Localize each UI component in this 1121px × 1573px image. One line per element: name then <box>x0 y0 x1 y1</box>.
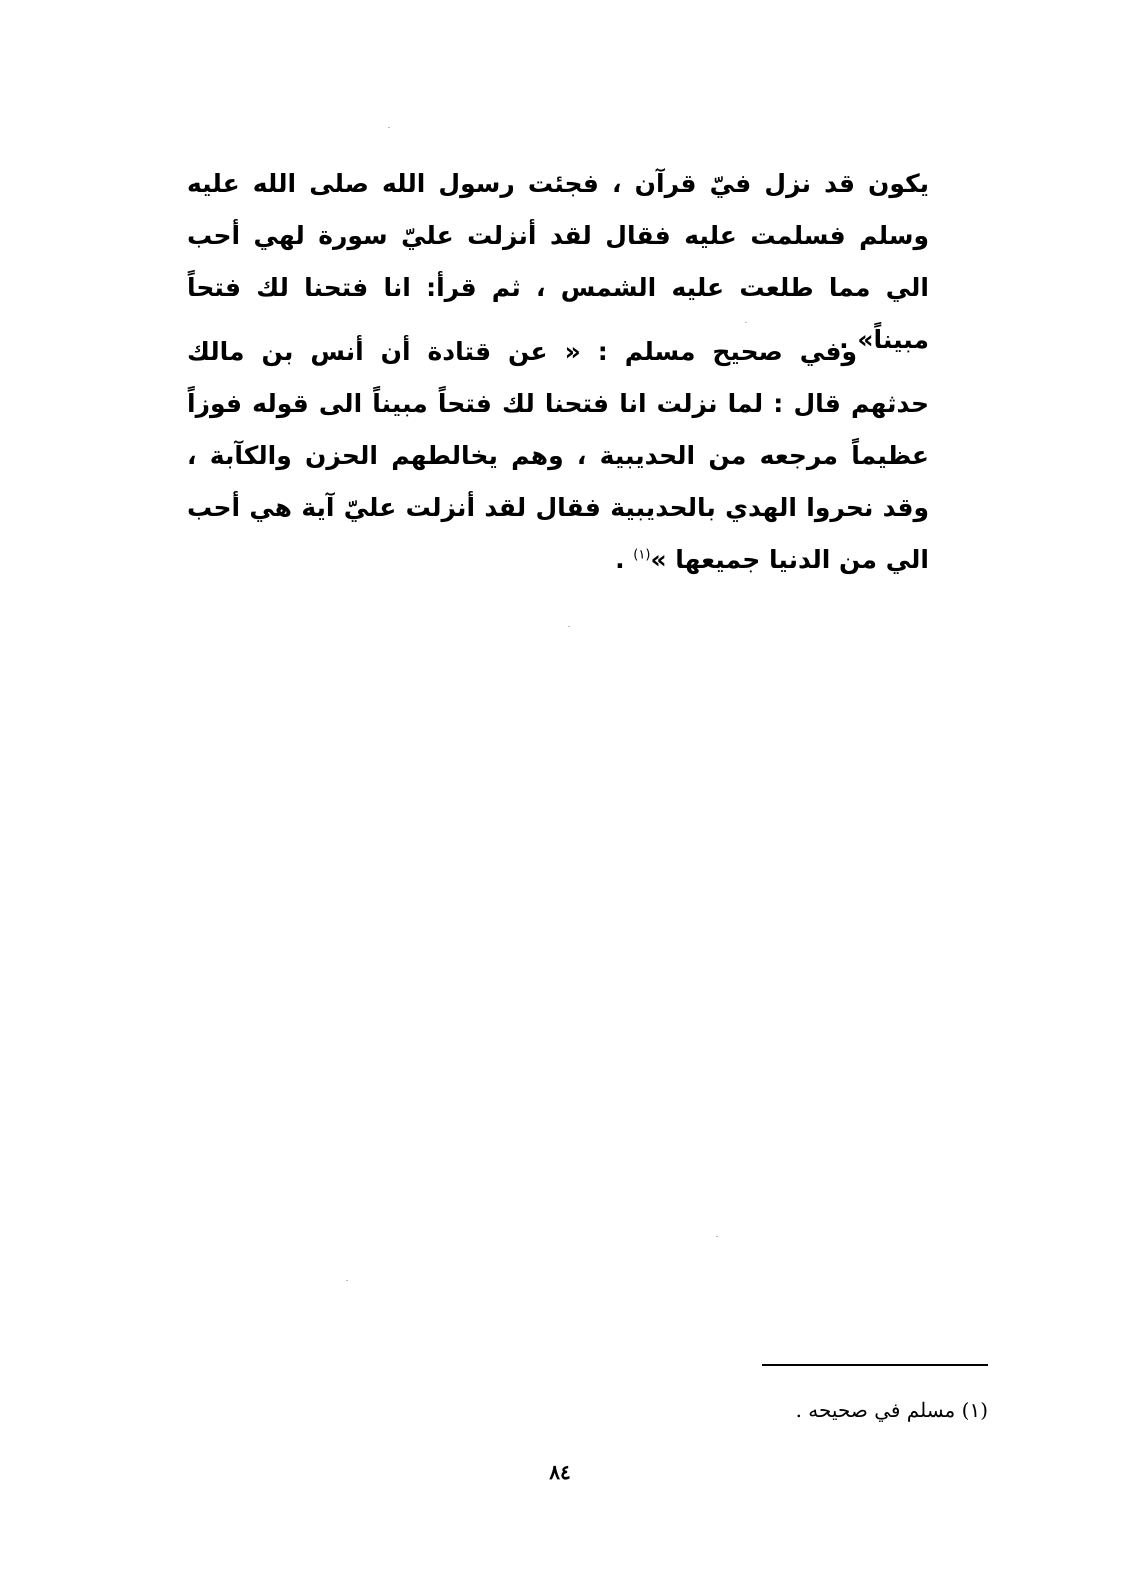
paragraph-1-text: يكون قد نزل فيّ قرآن ، فجئت رسول الله صلى الله عليه وسلم فسلمت عليه فقال لقد أنزلت عليّ سورة لهي أحب الي مما طلعت عليه الشمس ، ثم قرأ: انا فتحنا لك فتحاً مبيناً» . <box>187 169 929 354</box>
scan-speck <box>346 1280 348 1281</box>
scan-speck <box>745 322 747 323</box>
footnote-reference: (١) <box>633 547 651 563</box>
scan-speck <box>388 127 390 128</box>
footnote-separator <box>762 1364 988 1366</box>
paragraph-2-tail: . <box>615 545 634 574</box>
body-paragraph-2 <box>187 326 929 586</box>
footnote: (١) مسلم في صحيحه . <box>795 1398 988 1422</box>
scan-speck <box>716 1236 718 1237</box>
scan-speck <box>568 626 570 627</box>
paragraph-2-text: وفي صحيح مسلم : « عن قتادة أن أنس بن مالك حدثهم قال : لما نزلت انا فتحنا لك فتحاً مبيناً الى قوله فوزاً عظيماً مرجعه من الحديبية ، وهم يخالطهم الحزن والكآبة ، وقد نحروا الهدي بالحديبية فقال لقد أنزلت عليّ آية هي أحب الي من الدنيا جميعها » <box>187 337 929 574</box>
page-number: ٨٤ <box>549 1460 571 1484</box>
